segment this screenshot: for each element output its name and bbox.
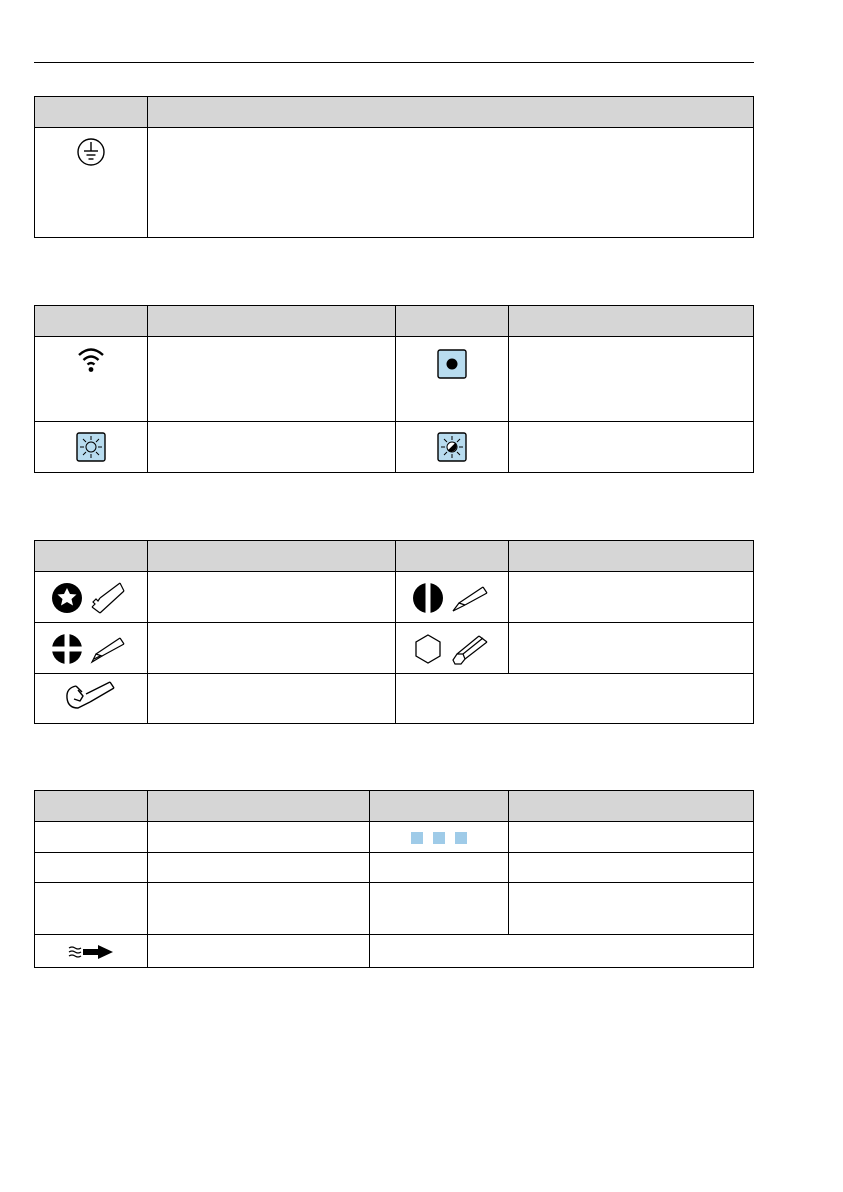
tool-symbols-table xyxy=(34,540,754,724)
meaning-cell xyxy=(148,935,370,968)
led-on-icon xyxy=(437,349,467,379)
table-row xyxy=(35,422,754,473)
electrical-symbols-table xyxy=(34,96,754,238)
table-row xyxy=(35,674,754,724)
symbol-cell xyxy=(35,572,148,623)
meaning-cell xyxy=(509,623,754,674)
table-row xyxy=(35,883,754,935)
symbol-cell xyxy=(396,422,509,473)
flat-blade-screwdriver-icon xyxy=(407,579,497,617)
table-row xyxy=(35,853,754,883)
symbol-cell xyxy=(370,883,509,935)
table-header-row xyxy=(35,791,754,822)
symbol-cell xyxy=(396,623,509,674)
table-row xyxy=(35,572,754,623)
meaning-cell xyxy=(509,883,754,935)
symbol-cell xyxy=(396,337,509,422)
symbol-cell xyxy=(35,935,148,968)
symbol-column-header xyxy=(35,306,148,337)
protective-earth-icon xyxy=(76,136,106,168)
meaning-column-header xyxy=(148,541,396,572)
allen-key-icon xyxy=(407,630,497,668)
meaning-cell xyxy=(148,674,396,724)
open-ended-wrench-icon xyxy=(56,680,126,718)
table-header-row xyxy=(35,541,754,572)
table-header-row xyxy=(35,97,754,128)
table-header-row xyxy=(35,306,754,337)
symbol-column-header xyxy=(35,541,148,572)
symbol-cell xyxy=(35,853,148,883)
symbol-column-header xyxy=(396,306,509,337)
meaning-cell xyxy=(148,572,396,623)
symbol-cell xyxy=(35,883,148,935)
meaning-column-header xyxy=(509,791,754,822)
meaning-column-header xyxy=(509,306,754,337)
page-header-rule xyxy=(34,62,754,63)
meaning-column-header xyxy=(148,97,754,128)
symbol-cell xyxy=(370,822,509,853)
meaning-cell xyxy=(148,883,370,935)
meaning-cell-merged xyxy=(396,674,754,724)
symbol-column-header xyxy=(35,97,148,128)
symbol-cell xyxy=(35,128,148,238)
meaning-column-header xyxy=(509,541,754,572)
symbol-column-header xyxy=(370,791,509,822)
led-flashing-icon xyxy=(437,432,467,462)
meaning-cell xyxy=(148,853,370,883)
table-row xyxy=(35,623,754,674)
meaning-cell xyxy=(148,623,396,674)
meaning-column-header xyxy=(148,791,370,822)
meaning-cell xyxy=(509,572,754,623)
meaning-cell xyxy=(148,337,396,422)
symbol-cell xyxy=(35,337,148,422)
meaning-cell xyxy=(148,422,396,473)
table-row xyxy=(35,935,754,968)
communication-symbols-table xyxy=(34,305,754,473)
wlan-icon xyxy=(76,345,106,373)
torx-screwdriver-icon xyxy=(46,579,136,617)
led-off-icon xyxy=(76,432,106,462)
symbol-cell xyxy=(35,822,148,853)
meaning-cell xyxy=(509,822,754,853)
symbol-cell xyxy=(35,623,148,674)
symbol-cell xyxy=(35,674,148,724)
meaning-column-header xyxy=(148,306,396,337)
symbol-cell xyxy=(370,853,509,883)
table-row xyxy=(35,337,754,422)
meaning-cell xyxy=(148,128,754,238)
series-of-steps-icon xyxy=(409,831,469,845)
meaning-cell xyxy=(509,853,754,883)
symbol-column-header xyxy=(35,791,148,822)
table-row xyxy=(35,128,754,238)
graphic-symbols-table xyxy=(34,790,754,968)
meaning-cell xyxy=(509,422,754,473)
phillips-screwdriver-icon xyxy=(46,630,136,668)
symbol-cell xyxy=(396,572,509,623)
meaning-cell-merged xyxy=(370,935,754,968)
meaning-cell xyxy=(509,337,754,422)
flow-direction-icon xyxy=(68,944,114,960)
table-row xyxy=(35,822,754,853)
meaning-cell xyxy=(148,822,370,853)
symbol-column-header xyxy=(396,541,509,572)
symbol-cell xyxy=(35,422,148,473)
